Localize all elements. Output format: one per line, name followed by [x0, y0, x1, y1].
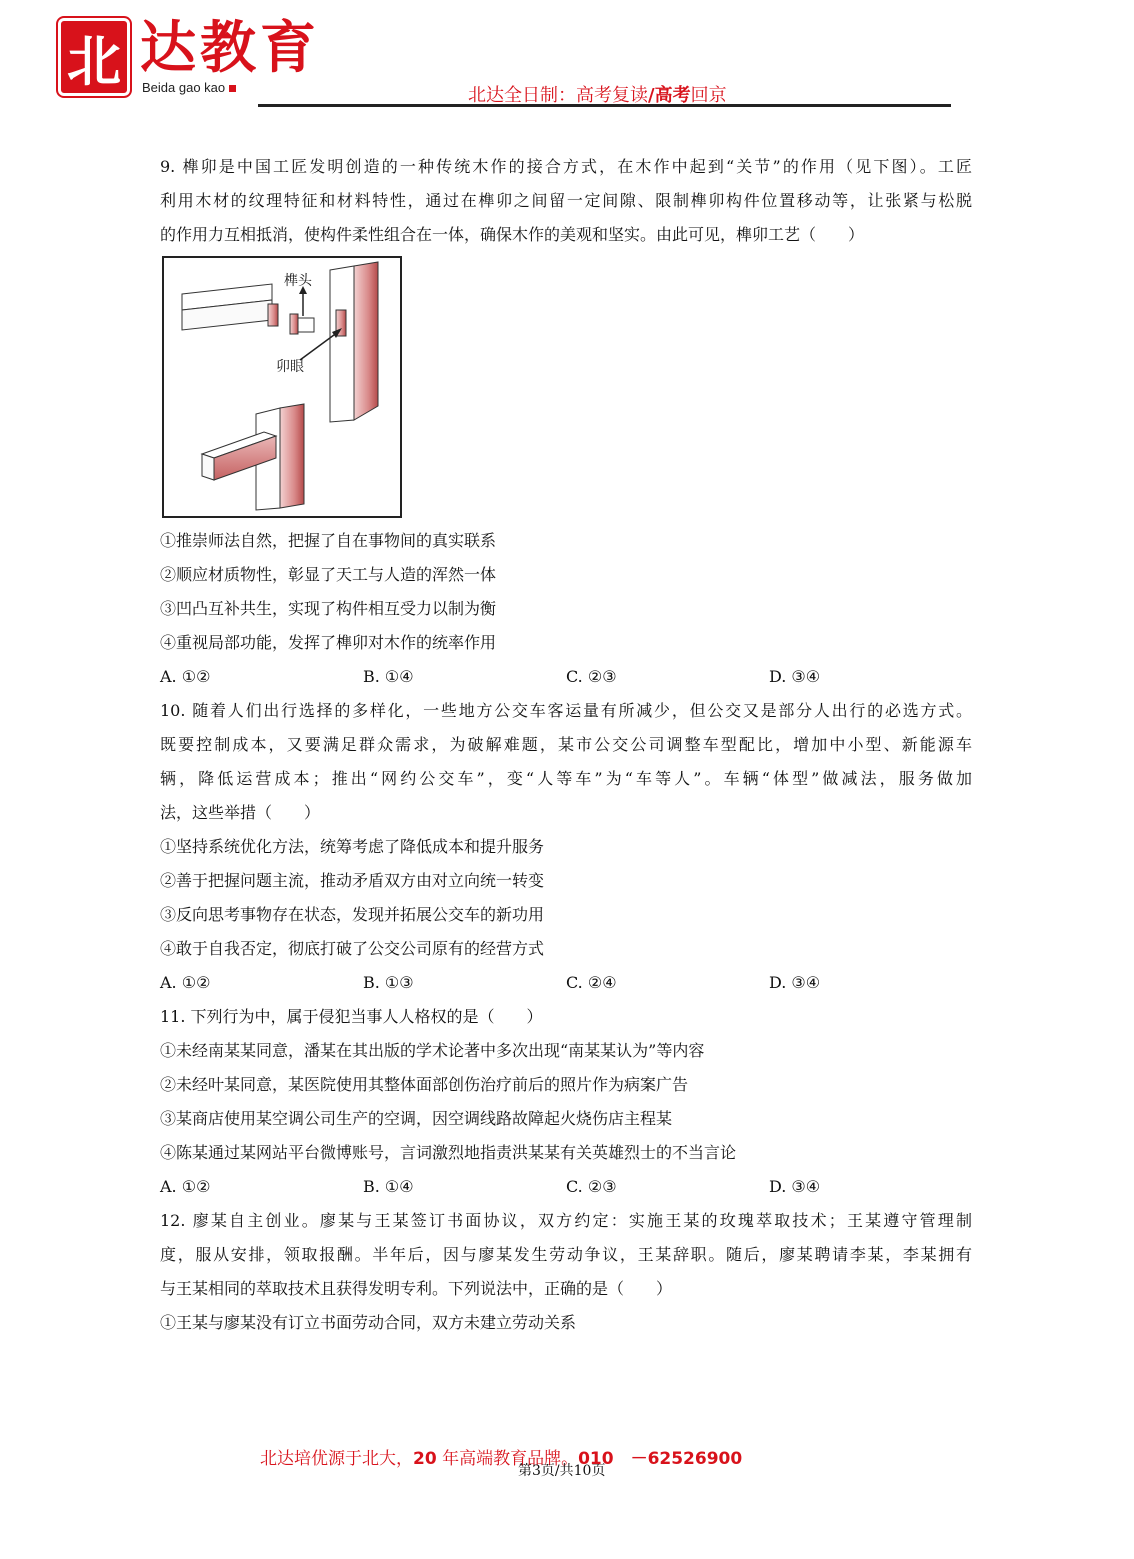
q9-item-4: ④重视局部功能，发挥了榫卯对木作的统率作用 — [160, 633, 497, 652]
q10-stem-line-4: 法，这些举措（ ） — [160, 803, 321, 822]
footer-phone: 010 －62526900 — [578, 1449, 743, 1469]
tenon-label: 榫头 — [284, 273, 312, 289]
logo-pinyin — [142, 80, 236, 95]
q11-option-d: D. ③④ — [769, 1177, 821, 1196]
header-divider — [258, 104, 951, 107]
header-tag-bold: /高考 — [648, 85, 691, 106]
q11-item-1: ①未经南某某同意，潘某在其出版的学术论著中多次出现“南某某认为”等内容 — [160, 1041, 705, 1060]
mortise-tenon-drawing — [164, 258, 400, 516]
q11-stem-line-1: 11. 下列行为中，属于侵犯当事人人格权的是（ ） — [160, 1007, 543, 1026]
q10-option-a: A. ①② — [160, 973, 211, 992]
q10-item-3: ③反向思考事物存在状态，发现并拓展公交车的新功用 — [160, 905, 545, 924]
q11-option-b: B. ①④ — [363, 1177, 414, 1196]
logo-name: 达教育 — [140, 15, 320, 81]
q9-option-a: A. ①② — [160, 667, 211, 686]
footer-slogan-a: 北达培优源于北大， — [260, 1449, 413, 1469]
q11-option-c: C. ②③ — [566, 1177, 617, 1196]
q10-item-1: ①坚持系统优化方法，统筹考虑了降低成本和提升服务 — [160, 837, 545, 856]
q11-item-2: ②未经叶某同意，某医院使用其整体面部创伤治疗前后的照片作为病案广告 — [160, 1075, 689, 1094]
page-number: 第3页/共10页 — [518, 1463, 606, 1479]
q9-stem-line-3: 的作用力互相抵消，使构件柔性组合在一体，确保木作的美观和坚实。由此可见，榫卯工艺（ ） — [160, 225, 865, 244]
q10-options — [160, 966, 972, 1000]
logo-pinyin-text: Beida gao kao — [142, 80, 226, 95]
q9-option-b: B. ①④ — [363, 667, 414, 686]
header-tag-suffix: 回京 — [690, 85, 727, 106]
footer-slogan-c: 年高端教育品牌。 — [436, 1449, 579, 1469]
q12-stem-line-2: 度，服从安排，领取报酬。半年后，因与廖某发生劳动争议，王某辞职。随后，廖某聘请李某，李某拥有 — [160, 1245, 972, 1264]
q11-options — [160, 1170, 972, 1204]
q9-option-c: C. ②③ — [566, 667, 617, 686]
q10-stem-line-3: 辆，降低运营成本；推出“网约公交车”，变“人等车”为“车等人”。车辆“体型”做减法，服务做加 — [160, 769, 972, 788]
q10-stem-line-1: 10. 随着人们出行选择的多样化，一些地方公交车客运量有所减少，但公交又是部分人出行的必选方式。 — [160, 701, 972, 720]
q10-option-d: D. ③④ — [769, 973, 821, 992]
q9-stem-line-2: 利用木材的纹理特征和材料特性，通过在榫卯之间留一定间隙、限制榫卯构件位置移动等，让张紧与松脱 — [160, 191, 972, 210]
q9-options — [160, 660, 972, 694]
q12-stem-line-1: 12. 廖某自主创业。廖某与王某签订书面协议，双方约定：实施王某的玫瑰萃取技术；王某遵守管理制 — [160, 1211, 972, 1230]
mortise-label: 卯眼 — [276, 359, 304, 375]
q11-item-3: ③某商店使用某空调公司生产的空调，因空调线路故障起火烧伤店主程某 — [160, 1109, 673, 1128]
logo-seal: 北 — [58, 18, 130, 96]
q11-item-4: ④陈某通过某网站平台微博账号，言词激烈地指责洪某某有关英雄烈士的不当言论 — [160, 1143, 737, 1162]
q9-option-d: D. ③④ — [769, 667, 821, 686]
question-content — [160, 150, 972, 1340]
mortise-tenon-figure — [162, 256, 402, 518]
footer-slogan — [260, 1444, 742, 1469]
q11-option-a: A. ①② — [160, 1177, 211, 1196]
q9-item-2: ②顺应材质物性，彰显了天工与人造的浑然一体 — [160, 565, 497, 584]
footer-slogan-years: 20 — [413, 1449, 437, 1469]
brand-logo — [58, 15, 348, 100]
q10-option-c: C. ②④ — [566, 973, 617, 992]
q10-option-b: B. ①③ — [363, 973, 414, 992]
q12-item-1: ①王某与廖某没有订立书面劳动合同，双方未建立劳动关系 — [160, 1313, 577, 1332]
q9-item-3: ③凹凸互补共生，实现了构件相互受力以制为衡 — [160, 599, 497, 618]
q12-stem-line-3: 与王某相同的萃取技术且获得发明专利。下列说法中，正确的是（ ） — [160, 1279, 673, 1298]
q10-item-4: ④敢于自我否定，彻底打破了公交公司原有的经营方式 — [160, 939, 545, 958]
q9-item-1: ①推崇师法自然，把握了自在事物间的真实联系 — [160, 531, 497, 550]
logo-dot — [229, 85, 236, 92]
q10-item-2: ②善于把握问题主流，推动矛盾双方由对立向统一转变 — [160, 871, 545, 890]
q9-stem-line-1: 9. 榫卯是中国工匠发明创造的一种传统木作的接合方式，在木作中起到“关节”的作用（见下图）。工匠 — [160, 157, 972, 176]
q10-stem-line-2: 既要控制成本，又要满足群众需求，为破解难题，某市公交公司调整车型配比，增加中小型、新能源车 — [160, 735, 972, 754]
header-tag-prefix: 北达全日制：高考复读 — [468, 85, 648, 106]
